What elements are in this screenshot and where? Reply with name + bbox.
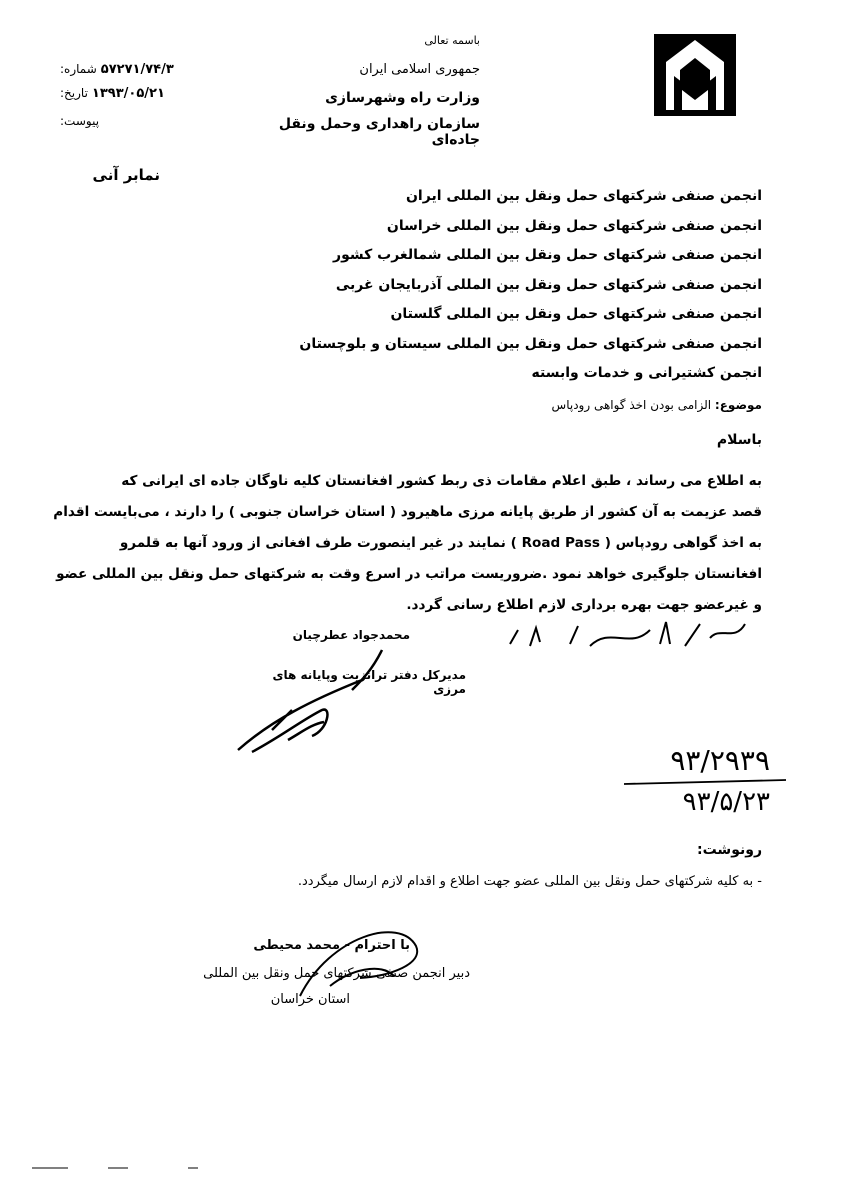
letter-number [60,62,235,77]
letter-date [60,86,235,101]
country-name: جمهوری اسلامی ایران [359,62,480,77]
recipient-list [300,182,762,389]
closing-line: با احترام - محمد محیطی [253,938,410,953]
handwritten-scribble [500,616,750,652]
signatory-title: مدیرکل دفتر ترانزیت وپایانه های مرزی [272,668,466,696]
body-line: افغانستان جلوگیری خواهد نمود .ضروریست مراتب در اسرع وقت به شرکتهای حمل ونقل بین المللی عضو [56,566,762,582]
number-label: شماره: [60,62,97,76]
recipient-item: انجمن صنفی شرکتهای حمل ونقل بین المللی خراسان [386,217,762,234]
subject-text: الزامی بودن اخذ گواهی رودپاس [551,398,712,412]
handwritten-date-text: ۹۳/۵/۲۳ [682,787,770,817]
bismillah-heading: باسمه تعالی [424,34,480,47]
second-signatory-location: استان خراسان [270,992,350,1007]
date-value: ۱۳۹۳/۰۵/۲۱ [91,86,165,101]
letter-body [53,466,762,621]
subject-line [440,398,762,412]
recipient-item: انجمن صنفی شرکتهای حمل ونقل بین المللی آذربایجان غربی [335,276,762,293]
second-signatory-title: دبیر انجمن صنفی شرکتهای حمل ونقل بین المللی [203,966,470,981]
handwritten-reference [620,740,780,780]
handwritten-date [620,780,780,820]
ministry-name: وزارت راه وشهرسازی [325,90,480,106]
subject-label: موضوع: [714,398,762,412]
organization-logo [652,32,738,118]
recipient-item: انجمن صنفی شرکتهای حمل ونقل بین المللی گلستان [390,306,762,322]
signatory-name: محمدجواد عطرچیان [292,628,410,642]
recipient-item: انجمن صنفی شرکتهای حمل ونقل بین المللی سیستان و بلوچستان [299,335,762,352]
organization-name: سازمان راهداری وحمل ونقل جاده‌ای [278,116,480,148]
cc-heading: رونوشت: [697,842,762,858]
body-line: به اطلاع می رساند ، طبق اعلام مقامات ذی ربط کشور افغانستان کلیه ناوگان جاده ای ایرانی که [121,473,762,489]
handwritten-reference-text: ۹۳/۲۹۳۹ [670,744,770,777]
number-value: ۵۷۲۷۱/۷۴/۳ [100,62,174,77]
fax-edge-marks [28,1164,228,1172]
signature-mark [232,640,392,760]
body-line: و غیرعضو جهت بهره برداری لازم اطلاع رسانی گردد. [406,597,762,613]
recipient-item: انجمن کشتیرانی و خدمات وابسته [531,365,762,381]
cc-line: - به کلیه شرکتهای حمل ونقل بین المللی عضو جهت اطلاع و اقدام لازم ارسال میگردد. [297,874,762,889]
attachment-label: پیوست: [60,114,100,128]
recipient-item: انجمن صنفی شرکتهای حمل ونقل بین المللی شمالغرب کشور [333,247,762,263]
recipient-item: انجمن صنفی شرکتهای حمل ونقل بین المللی ایران [405,188,762,204]
body-line: قصد عزیمت به آن کشور از طریق پایانه مرزی ماهیرود ( استان خراسان جنوبی ) را دارند ، می‌بایست اقدام [53,504,762,520]
body-line: به اخذ گواهی رودپاس ( Road Pass ) نمایند در غیر اینصورت طرف افغانی از ورود آنها به قلمرو [119,535,762,551]
urgency-label: نمابر آنی [92,166,160,184]
letter-attachment [60,114,235,128]
date-label: تاریخ: [60,86,88,100]
greeting: باسلام [716,432,762,448]
